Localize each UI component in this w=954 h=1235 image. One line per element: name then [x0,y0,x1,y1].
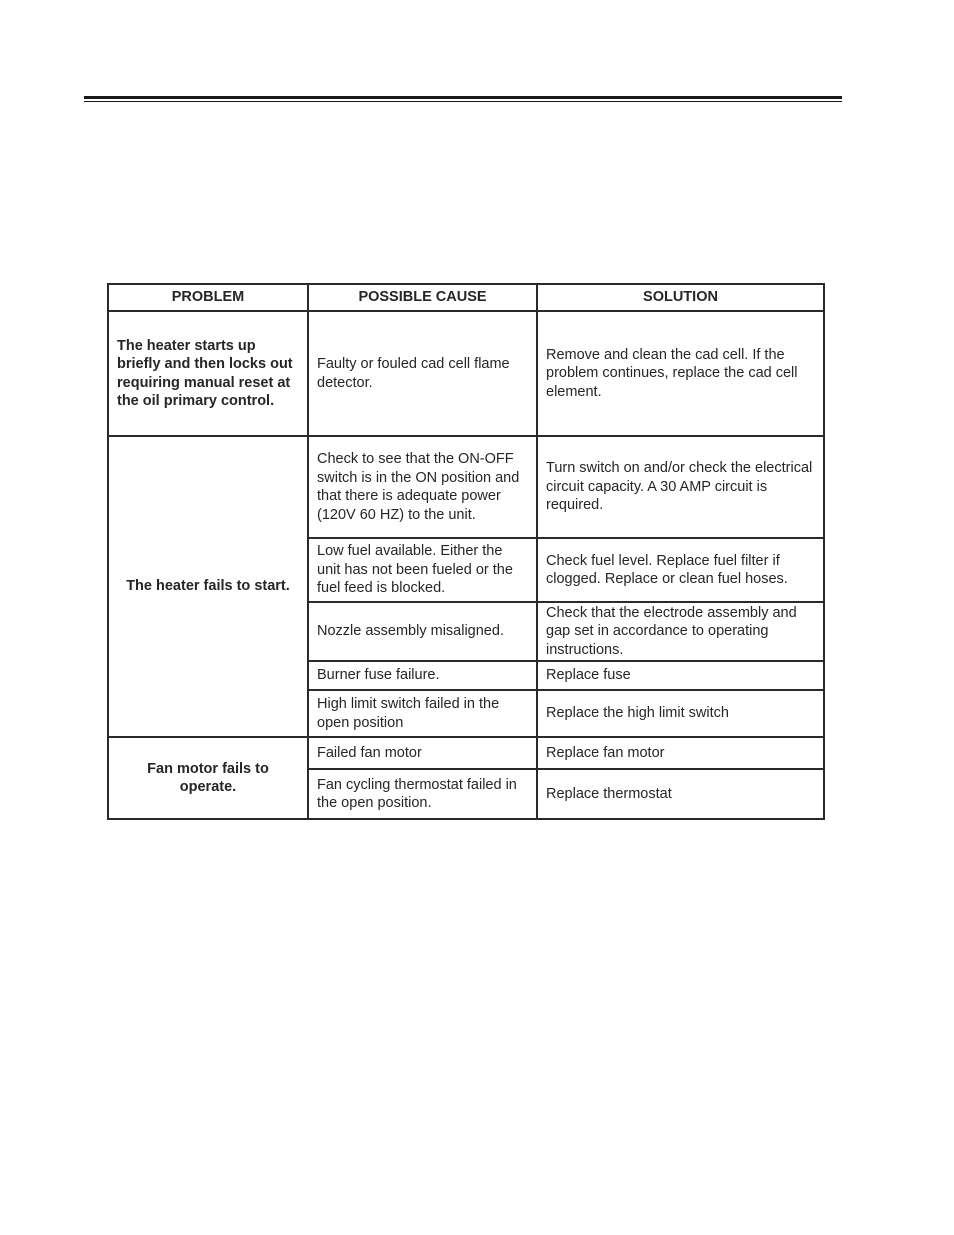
cause-cell: High limit switch failed in the open position [308,690,537,737]
cause-cell: Low fuel available. Either the unit has not been fueled or the fuel feed is blocked. [308,538,537,602]
solution-cell: Turn switch on and/or check the electrical circuit capacity. A 30 AMP circuit is required. [537,436,824,538]
header-possible-cause: POSSIBLE CAUSE [308,284,537,311]
problem-cell: The heater starts up briefly and then locks out requiring manual reset at the oil primary control. [108,311,308,436]
cause-cell: Burner fuse failure. [308,661,537,690]
table-header-row [108,284,824,311]
cause-cell: Failed fan motor [308,737,537,769]
cause-cell: Nozzle assembly misaligned. [308,602,537,661]
solution-cell: Check that the electrode assembly and gap set in accordance to operating instructions. [537,602,824,661]
problem-cell: Fan motor fails to operate. [108,737,308,819]
solution-cell: Check fuel level. Replace fuel filter if clogged. Replace or clean fuel hoses. [537,538,824,602]
header-problem: PROBLEM [108,284,308,311]
solution-cell: Replace fan motor [537,737,824,769]
problem-cell: The heater fails to start. [108,436,308,737]
cause-cell: Check to see that the ON-OFF switch is in the ON position and that there is adequate power (120V 60 HZ) to the unit. [308,436,537,538]
header-rule-thick [84,96,842,99]
header-solution: SOLUTION [537,284,824,311]
table-row [108,737,824,769]
troubleshooting-table [107,283,825,820]
cause-cell: Faulty or fouled cad cell flame detector. [308,311,537,436]
solution-cell: Replace fuse [537,661,824,690]
cause-cell: Fan cycling thermostat failed in the open position. [308,769,537,819]
solution-cell: Replace thermostat [537,769,824,819]
table-row [108,436,824,538]
solution-cell: Replace the high limit switch [537,690,824,737]
table-row [108,311,824,436]
solution-cell: Remove and clean the cad cell. If the problem continues, replace the cad cell element. [537,311,824,436]
header-rule-thin [84,101,842,102]
